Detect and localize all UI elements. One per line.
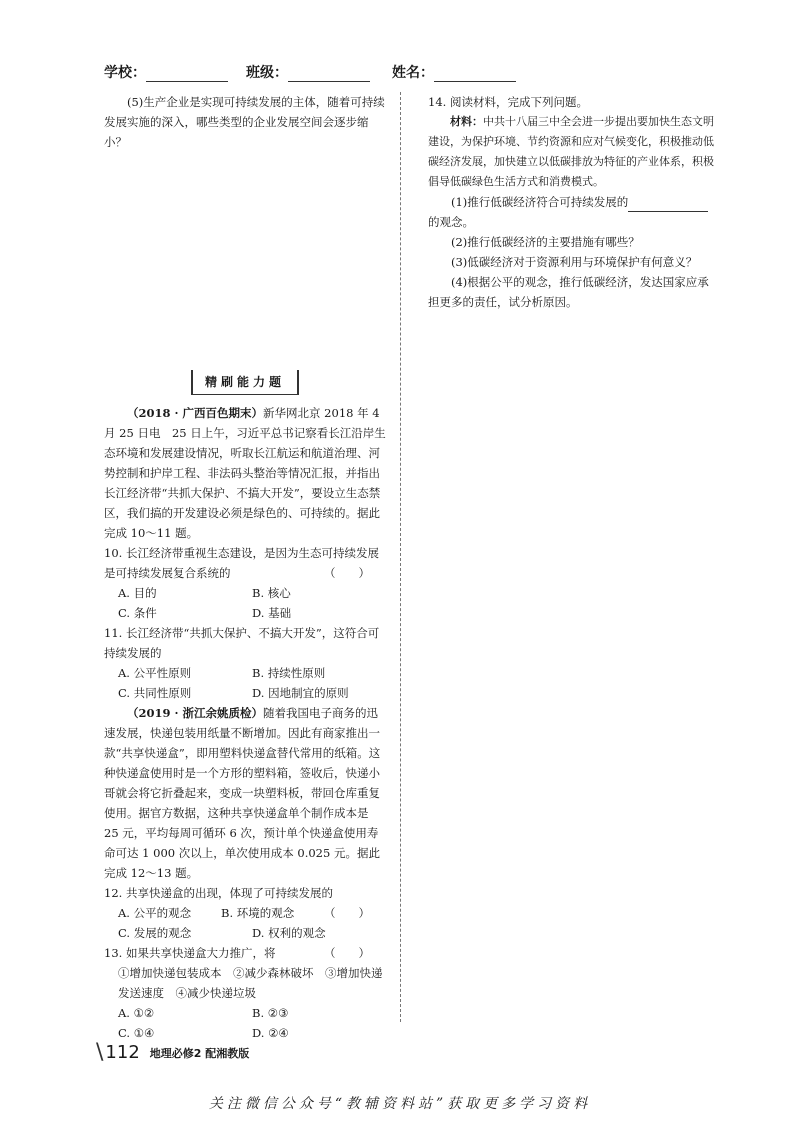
- name-field: [392, 62, 516, 82]
- question-12-options: [104, 903, 324, 923]
- school-blank: [146, 67, 228, 82]
- passage-1-source: （2018 · 广西百色期末）: [127, 406, 264, 420]
- passage-1: [104, 403, 386, 543]
- option: D. ②④: [252, 1026, 289, 1040]
- option: A. ①②: [118, 1006, 155, 1020]
- question-14-1-text: (1)推行低碳经济符合可持续发展的: [451, 195, 629, 209]
- question-13-text: 13. 如果共享快递盒大力推广，将: [104, 946, 276, 960]
- question-14-4: (4)根据公平的观念，推行低碳经济，发达国家应承担更多的责任，试分析原因。: [428, 275, 709, 309]
- answer-paren: （ ）: [324, 906, 370, 920]
- page-slash-icon: \: [96, 1040, 104, 1065]
- question-10-options-row2: [104, 603, 386, 623]
- class-label: 班级：: [246, 65, 288, 81]
- passage-2-source: （2019 · 浙江余姚质检）: [127, 706, 264, 720]
- name-label: 姓名：: [392, 65, 434, 81]
- option: C. ①④: [118, 1026, 155, 1040]
- option: D. 权利的观念: [252, 926, 326, 940]
- school-label: 学校：: [104, 65, 146, 81]
- option: B. 环境的观念: [221, 906, 295, 920]
- option: A. 公平的观念: [118, 906, 192, 920]
- footer-note: 关注微信公众号“教辅资料站”获取更多学习资料: [208, 1096, 592, 1112]
- option: B. 持续性原则: [252, 666, 326, 680]
- option: C. 共同性原则: [118, 686, 192, 700]
- answer-paren: （ ）: [324, 946, 370, 960]
- option: B. ②③: [252, 1006, 289, 1020]
- name-blank: [434, 67, 516, 82]
- question-12-text: 12. 共享快递盒的出现，体现了可持续发展的: [104, 886, 333, 900]
- book-title: 地理必修2 配湘教版: [149, 1046, 250, 1060]
- question-10-text: 10. 长江经济带重视生态建设，是因为生态可持续发展是可持续发展复合系统的: [104, 546, 379, 580]
- material-text: 中共十八届三中全会进一步提出要加快生态文明建设，为保护环境、节约资源和应对气候变化，积极推动低碳经济发展，加快建立以低碳排放为特征的产业体系，积极倡导低碳绿色生活方式和消费模式。: [428, 115, 714, 188]
- class-blank: [288, 67, 370, 82]
- option: B. 核心: [252, 586, 291, 600]
- answer-space: [104, 152, 386, 352]
- question-5: (5)生产企业是实现可持续发展的主体，随着可持续发展实施的深入，哪些类型的企业发展空间会逐步缩小？: [104, 95, 385, 149]
- question-11: 11. 长江经济带“共抓大保护、不搞大开发”，这符合可持续发展的: [104, 626, 380, 660]
- question-10: [104, 543, 386, 583]
- question-11-options-row2: [104, 683, 386, 703]
- option: A. 目的: [118, 586, 157, 600]
- question-13-items: ①增加快递包装成本 ②减少森林破坏 ③增加快递发送速度 ④减少快递垃圾: [118, 966, 383, 1000]
- page-footer: [96, 1040, 249, 1065]
- question-10-options: [104, 583, 386, 603]
- question-11-options: [104, 663, 386, 683]
- question-14-1: [428, 192, 714, 212]
- section-title: 精刷能力题: [191, 370, 299, 395]
- column-divider: [400, 92, 401, 1022]
- material-label: 材料：: [450, 115, 483, 128]
- question-12-options-row2: [104, 923, 386, 943]
- option: C. 发展的观念: [118, 926, 192, 940]
- question-13-options: [104, 1003, 386, 1023]
- option: A. 公平性原则: [118, 666, 192, 680]
- option: C. 条件: [118, 606, 157, 620]
- section-title-box: [104, 370, 386, 395]
- page-number: 112: [105, 1042, 140, 1063]
- left-column: [104, 92, 386, 1043]
- passage-1-text: 新华网北京 2018 年 4 月 25 日电 25 日上午，习近平总书记察看长江沿岸生态环境和发展建设情况，听取长江航运和航道治理、河势控制和护岸工程、非法码头整治等情况汇报，并指出长江经济带“共抓大保护、不搞大开发”，要设立生态禁区，我们搞的开发建设必须是绿色的、可持续的。据此完成 10～11 题。: [104, 406, 386, 540]
- passage-2: [104, 703, 386, 883]
- question-14-3: (3)低碳经济对于资源利用与环境保护有何意义？: [451, 255, 698, 269]
- option: D. 基础: [252, 606, 292, 620]
- right-column: [428, 92, 714, 312]
- question-14: 14. 阅读材料，完成下列问题。: [428, 95, 588, 109]
- option: D. 因地制宜的原则: [252, 686, 349, 700]
- fill-blank: [628, 199, 708, 212]
- school-field: [104, 62, 228, 82]
- answer-paren: （ ）: [324, 566, 370, 580]
- passage-2-text: 随着我国电子商务的迅速发展，快递包装用纸量不断增加。因此有商家推出一款“共享快递盒”，即用塑料快递盒替代常用的纸箱。这种快递盒使用时是一个方形的塑料箱，签收后，快递小哥就会将它折叠起来，变成一块塑料板，带回仓库重复使用。据官方数据，这种共享快递盒单个制作成本是 25 元，平均每周可循环 6 次，预计单个快递盒使用寿命可达 1 000 次以上，单次使用成本 0.025 元。据此完成 12～13 题。: [104, 706, 381, 880]
- question-14-1-cont: 的观念。: [428, 215, 474, 229]
- question-13: [104, 943, 386, 963]
- material: [428, 112, 714, 192]
- class-field: [246, 62, 370, 82]
- question-14-2: (2)推行低碳经济的主要措施有哪些？: [451, 235, 640, 249]
